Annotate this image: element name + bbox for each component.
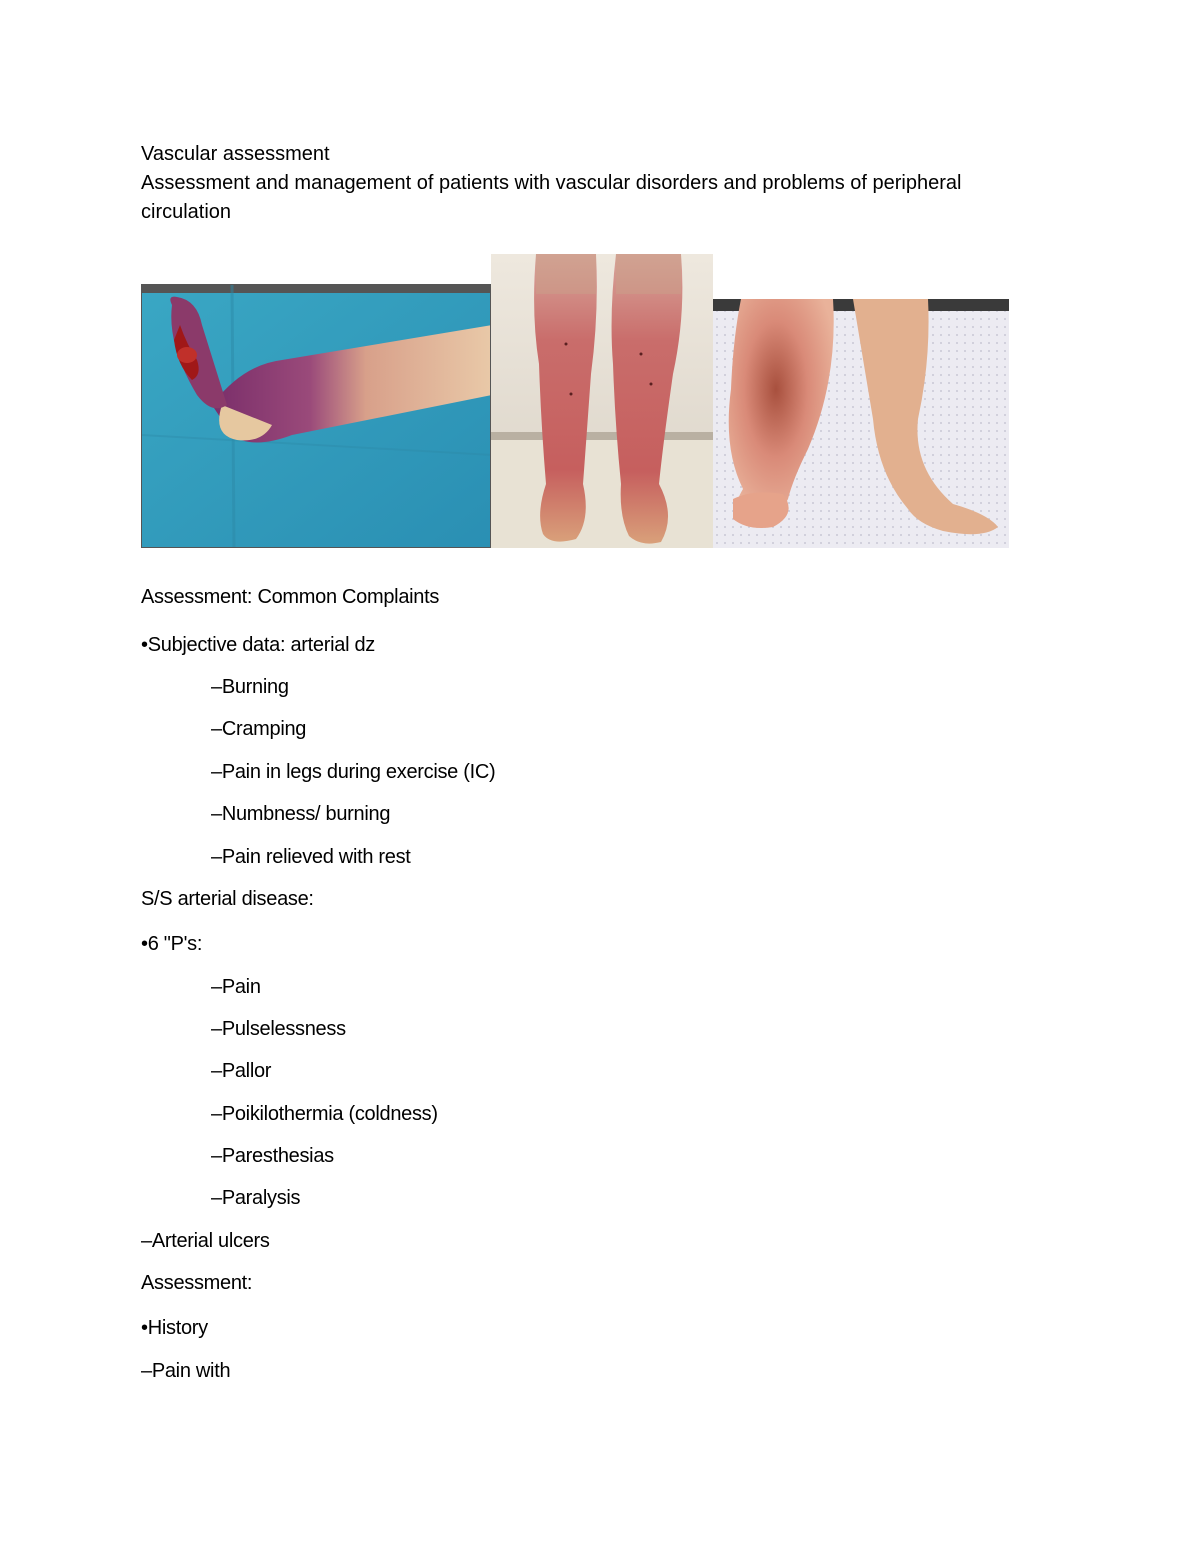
section-heading: Assessment: Common Complaints (141, 586, 440, 608)
list-item: –Arterial ulcers (141, 1230, 270, 1252)
sub-item: –Pulselessness (211, 1018, 346, 1040)
section-heading: Assessment: (141, 1272, 253, 1294)
document-title: Vascular assessment (141, 143, 330, 165)
swollen-calf-photo (713, 299, 1009, 548)
swollen-lower-legs-photo (491, 254, 713, 548)
bullet-item: •6 "P's: (141, 933, 203, 955)
bullet-item: •History (141, 1317, 208, 1339)
sub-item: –Paralysis (211, 1187, 301, 1209)
sub-item: –Numbness/ burning (211, 803, 391, 825)
sub-item: –Pain in legs during exercise (IC) (211, 761, 496, 783)
section-heading: S/S arterial disease: (141, 888, 314, 910)
ischemic-foot-photo (141, 284, 491, 548)
bullet-item: •Subjective data: arterial dz (141, 634, 375, 656)
sub-item: –Pain (211, 976, 261, 998)
list-item: –Pain with (141, 1360, 231, 1382)
document-subtitle-line-1: Assessment and management of patients with vascular disorders and problems of peripheral (141, 172, 962, 194)
sub-item: –Pallor (211, 1060, 272, 1082)
document-subtitle-line-2: circulation (141, 201, 232, 223)
sub-item: –Cramping (211, 718, 307, 740)
sub-item: –Burning (211, 676, 289, 698)
sub-item: –Paresthesias (211, 1145, 334, 1167)
sub-item: –Pain relieved with rest (211, 846, 411, 868)
sub-item: –Poikilothermia (coldness) (211, 1103, 438, 1125)
